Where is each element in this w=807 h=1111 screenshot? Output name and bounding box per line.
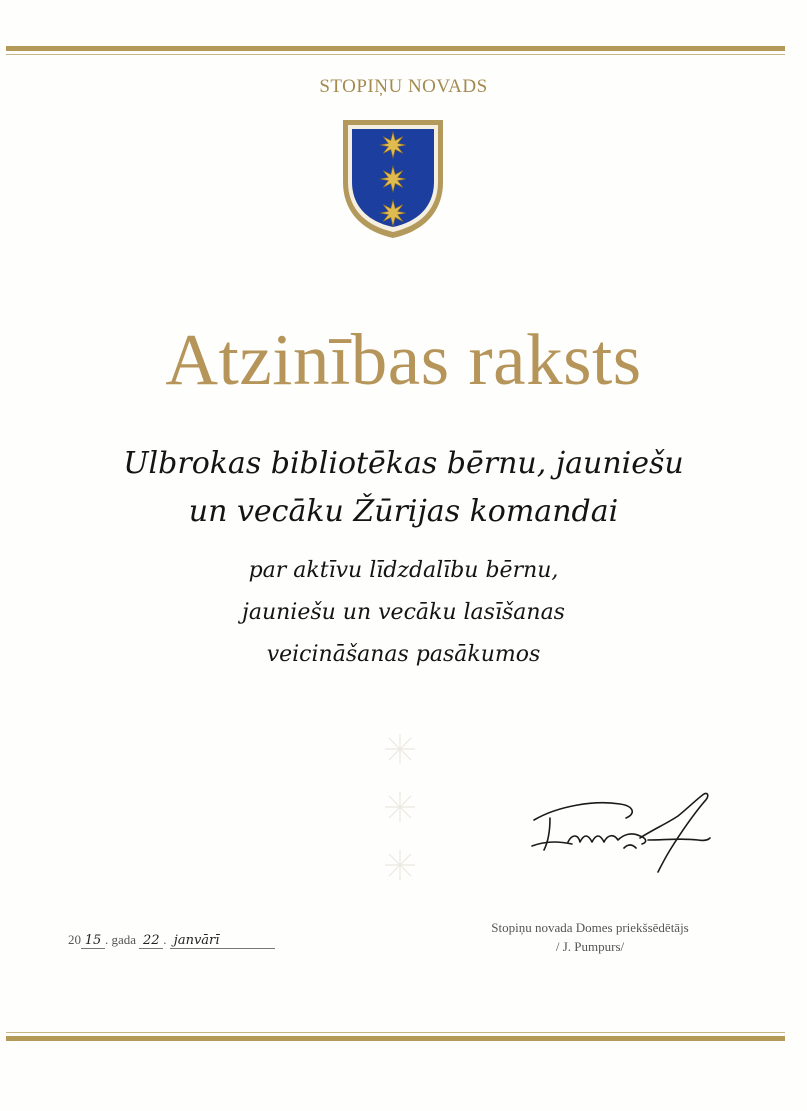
- reason-line-3: veicināšanas pasākumos: [266, 642, 541, 667]
- date-year-suffix: . gada: [105, 932, 137, 947]
- signer-name: / J. Pumpurs/: [555, 939, 625, 954]
- star-watermark-icon: [370, 730, 430, 890]
- recipient-line-1: Ulbrokas bibliotēkas bērnu, jauniešu: [123, 446, 684, 481]
- recipient-block: [0, 440, 807, 536]
- date-year: 15: [81, 934, 105, 949]
- date-century: 20: [68, 932, 81, 947]
- issue-date: [68, 932, 275, 949]
- certificate-title: Atzinības raksts: [165, 319, 642, 400]
- signer-block: [440, 918, 740, 956]
- recipient-line-2: un vecāku Žūrijas komandai: [188, 494, 619, 529]
- municipality-name: STOPIŅU NOVADS: [319, 76, 488, 97]
- bottom-border-rule: [6, 1032, 785, 1041]
- reason-line-2: jauniešu un vecāku lasīšanas: [242, 600, 565, 625]
- reason-block: [0, 550, 807, 676]
- reason-line-1: par aktīvu līdzdalību bērnu,: [248, 558, 559, 583]
- date-day-suffix: .: [163, 932, 167, 947]
- signer-position: Stopiņu novada Domes priekšsēdētājs: [491, 920, 689, 935]
- top-border-rule: [6, 46, 785, 55]
- date-day: 22: [139, 934, 163, 949]
- coat-of-arms-icon: [339, 116, 447, 242]
- handwritten-signature: [528, 788, 714, 878]
- date-month: janvārī: [170, 934, 275, 949]
